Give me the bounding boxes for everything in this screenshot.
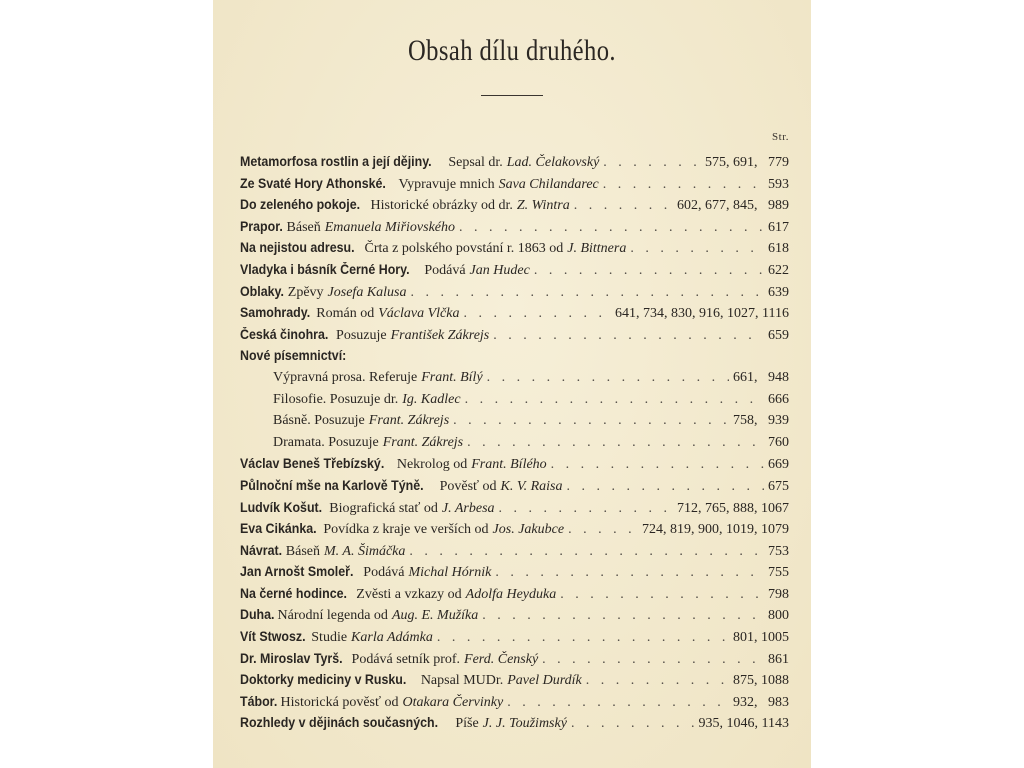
- entry-pages: 875, 1088: [733, 673, 789, 689]
- entry-title: Samohrady.: [240, 305, 311, 321]
- leader-dots: [453, 410, 729, 432]
- leader-dots: [542, 649, 764, 671]
- entry-author: J. Arbesa: [441, 500, 495, 516]
- entry-pages: 617: [768, 219, 789, 235]
- entry-author: Frant. Zákrejs: [368, 413, 450, 429]
- entry-description: Román od: [316, 306, 375, 322]
- toc-entry: [240, 259, 789, 281]
- leader-dots: [566, 476, 764, 498]
- entry-author: Lad. Čelakovský: [506, 155, 600, 170]
- entry-title: Česká činohra.: [240, 326, 329, 342]
- entry-author: Frant. Bílý: [421, 369, 483, 385]
- toc-section-heading: [240, 345, 789, 367]
- entry-author: Michal Hórnik: [408, 565, 492, 581]
- entry-author: Václava Vlčka: [378, 306, 460, 322]
- entry-description: Podává setník prof.: [351, 651, 461, 667]
- entry-pages: 661, 948: [733, 369, 789, 385]
- toc-entry: [240, 561, 789, 583]
- entry-author: Jan Hudec: [469, 262, 530, 278]
- leader-dots: [603, 174, 764, 196]
- entry-pages: 935, 1046, 1143: [698, 716, 789, 732]
- toc-entry: [240, 194, 789, 216]
- leader-dots: [495, 562, 764, 584]
- entry-description: Podává: [424, 262, 466, 278]
- toc-entry: [240, 626, 789, 648]
- entry-description: Biografická stať od: [329, 500, 438, 516]
- toc-entry: [240, 173, 789, 195]
- entry-title: Ze Svaté Hory Athonské.: [240, 175, 386, 191]
- entry-pages: 758, 939: [733, 413, 789, 429]
- leader-dots: [463, 303, 611, 325]
- entry-author: Frant. Bílého: [471, 457, 547, 473]
- table-of-contents: [240, 151, 789, 734]
- entry-description: Vypravuje mnich: [398, 176, 495, 192]
- entry-pages: 639: [768, 284, 789, 300]
- toc-entry: [240, 216, 789, 238]
- entry-author: Adolfa Heyduka: [465, 586, 557, 602]
- entry-description: Filosofie. Posuzuje dr.: [273, 391, 399, 407]
- entry-author: M. A. Šimáčka: [324, 543, 406, 559]
- entry-pages: 669: [768, 457, 789, 473]
- entry-description: Historické obrázky od dr.: [370, 198, 513, 214]
- toc-entry: [240, 475, 789, 497]
- entry-description: Báseň: [285, 543, 320, 559]
- entry-author: Emanuela Miřiovského: [324, 219, 455, 235]
- entry-title: Do zeleného pokoje.: [240, 197, 361, 213]
- page-column-header: Str.: [772, 131, 789, 143]
- entry-title: Dr. Miroslav Tyrš.: [240, 650, 343, 666]
- toc-entry: [240, 432, 789, 454]
- toc-entry: [240, 453, 789, 475]
- entry-pages: 602, 677, 845, 989: [677, 198, 789, 214]
- entry-description: Nekrolog od: [396, 457, 468, 473]
- entry-pages: 760: [768, 434, 789, 450]
- entry-title: Eva Cikánka.: [240, 521, 317, 537]
- entry-title: Doktorky mediciny v Rusku.: [240, 672, 407, 688]
- entry-title: Půlnoční mše na Karlově Týně.: [240, 477, 424, 493]
- entry-author: Pavel Durdík: [507, 673, 582, 689]
- leader-dots: [482, 605, 764, 627]
- entry-title: Metamorfosa rostlin a její dějiny.: [240, 154, 432, 169]
- entry-description: Výpravná prosa. Referuje: [273, 369, 418, 385]
- entry-title: Ludvík Košut.: [240, 499, 323, 515]
- entry-title: Duha.: [240, 607, 275, 623]
- toc-entry: [240, 281, 789, 303]
- entry-author: J. J. Toužimský: [482, 716, 567, 732]
- entry-pages: 659: [768, 327, 789, 343]
- entry-author: Karla Adámka: [351, 630, 433, 646]
- leader-dots: [467, 432, 764, 454]
- toc-entry: [240, 324, 789, 346]
- entry-pages: 712, 765, 888, 1067: [677, 500, 789, 516]
- entry-description: Historická pověsť od: [280, 694, 399, 710]
- entry-description: Napsal MUDr.: [420, 673, 504, 689]
- toc-entry: [240, 648, 789, 670]
- toc-entry: [240, 540, 789, 562]
- leader-dots: [574, 195, 673, 217]
- entry-title: Návrat.: [240, 542, 283, 558]
- toc-entry: [240, 237, 789, 259]
- toc-entry: [240, 302, 789, 324]
- entry-author: Sava Chilandarec: [498, 176, 599, 192]
- entry-title: Rozhledy v dějinách současných.: [240, 715, 439, 731]
- entry-description: Sepsal dr.: [448, 155, 503, 170]
- toc-entry: [240, 583, 789, 605]
- leader-dots: [409, 541, 764, 563]
- entry-pages: 675: [768, 478, 789, 494]
- entry-description: Báseň: [286, 219, 321, 235]
- entry-pages: 798: [768, 586, 789, 602]
- entry-description: Podává: [363, 565, 405, 581]
- entry-pages: 575, 691, 779: [705, 155, 789, 170]
- entry-author: Ig. Kadlec: [402, 391, 461, 407]
- toc-entry: [240, 669, 789, 691]
- entry-title: Tábor.: [240, 693, 278, 709]
- entry-author: J. Bittnera: [567, 241, 627, 257]
- leader-dots: [534, 260, 764, 282]
- entry-pages: 641, 734, 830, 916, 1027, 1116: [615, 306, 789, 322]
- entry-title: Nové písemnictví:: [240, 348, 347, 364]
- entry-pages: 618: [768, 241, 789, 257]
- entry-title: Jan Arnošt Smoleř.: [240, 564, 354, 580]
- entry-title: Vladyka i básník Černé Hory.: [240, 261, 410, 277]
- title-rule: [481, 95, 543, 96]
- toc-entry: [240, 691, 789, 713]
- entry-description: Posuzuje: [336, 327, 387, 343]
- leader-dots: [571, 713, 695, 735]
- entry-pages: 801, 1005: [733, 630, 789, 646]
- entry-pages: 593: [768, 176, 789, 192]
- toc-entry: [240, 151, 789, 173]
- entry-description: Zpěvy: [287, 284, 324, 300]
- toc-entry: [240, 712, 789, 734]
- entry-pages: 724, 819, 900, 1019, 1079: [642, 522, 789, 538]
- entry-description: Básně. Posuzuje: [273, 413, 365, 429]
- leader-dots: [568, 519, 638, 541]
- entry-author: Ferd. Čenský: [464, 651, 539, 667]
- entry-pages: 800: [768, 608, 789, 624]
- leader-dots: [487, 367, 729, 389]
- leader-dots: [603, 152, 701, 174]
- entry-description: Dramata. Posuzuje: [273, 434, 379, 450]
- entry-pages: 622: [768, 262, 789, 278]
- entry-author: Z. Wintra: [516, 198, 570, 214]
- entry-title: Oblaky.: [240, 283, 284, 299]
- entry-description: Studie: [311, 630, 348, 646]
- toc-entry: [240, 389, 789, 411]
- entry-author: František Zákrejs: [390, 327, 490, 343]
- leader-dots: [586, 670, 729, 692]
- leader-dots: [499, 498, 673, 520]
- entry-author: Otakara Červinky: [402, 694, 504, 710]
- entry-title: Vít Stwosz.: [240, 629, 306, 645]
- entry-pages: 861: [768, 651, 789, 667]
- entry-pages: 755: [768, 565, 789, 581]
- entry-description: Píše: [455, 716, 479, 732]
- entry-description: Črta z polského povstání r. 1863 od: [364, 241, 564, 257]
- entry-author: Josefa Kalusa: [327, 284, 407, 300]
- leader-dots: [630, 238, 764, 260]
- entry-author: K. V. Raisa: [500, 478, 563, 494]
- leader-dots: [459, 217, 764, 239]
- entry-pages: 753: [768, 543, 789, 559]
- entry-title: Na černé hodince.: [240, 585, 347, 601]
- page-title: Obsah dílu druhého.: [408, 34, 616, 67]
- leader-dots: [507, 692, 729, 714]
- entry-pages: 932, 983: [733, 694, 789, 710]
- toc-entry: [240, 367, 789, 389]
- entry-pages: 666: [768, 391, 789, 407]
- toc-entry: [240, 604, 789, 626]
- entry-title: Prapor.: [240, 218, 283, 234]
- entry-description: Národní legenda od: [277, 608, 388, 624]
- leader-dots: [437, 627, 729, 649]
- leader-dots: [411, 282, 765, 304]
- entry-description: Povídka z kraje ve verších od: [323, 522, 489, 538]
- leader-dots: [465, 389, 764, 411]
- leader-dots: [493, 325, 764, 347]
- toc-entry: [240, 410, 789, 432]
- entry-author: Frant. Zákrejs: [382, 434, 464, 450]
- entry-title: Na nejistou adresu.: [240, 240, 355, 256]
- entry-description: Zvěsti a vzkazy od: [356, 586, 462, 602]
- book-page: [213, 0, 811, 768]
- entry-author: Jos. Jakubce: [492, 522, 565, 538]
- leader-dots: [551, 454, 764, 476]
- leader-dots: [560, 584, 764, 606]
- entry-author: Aug. E. Mužíka: [391, 608, 479, 624]
- entry-title: Václav Beneš Třebízský.: [240, 456, 385, 472]
- entry-description: Pověsť od: [439, 478, 497, 494]
- toc-entry: [240, 518, 789, 540]
- toc-entry: [240, 497, 789, 519]
